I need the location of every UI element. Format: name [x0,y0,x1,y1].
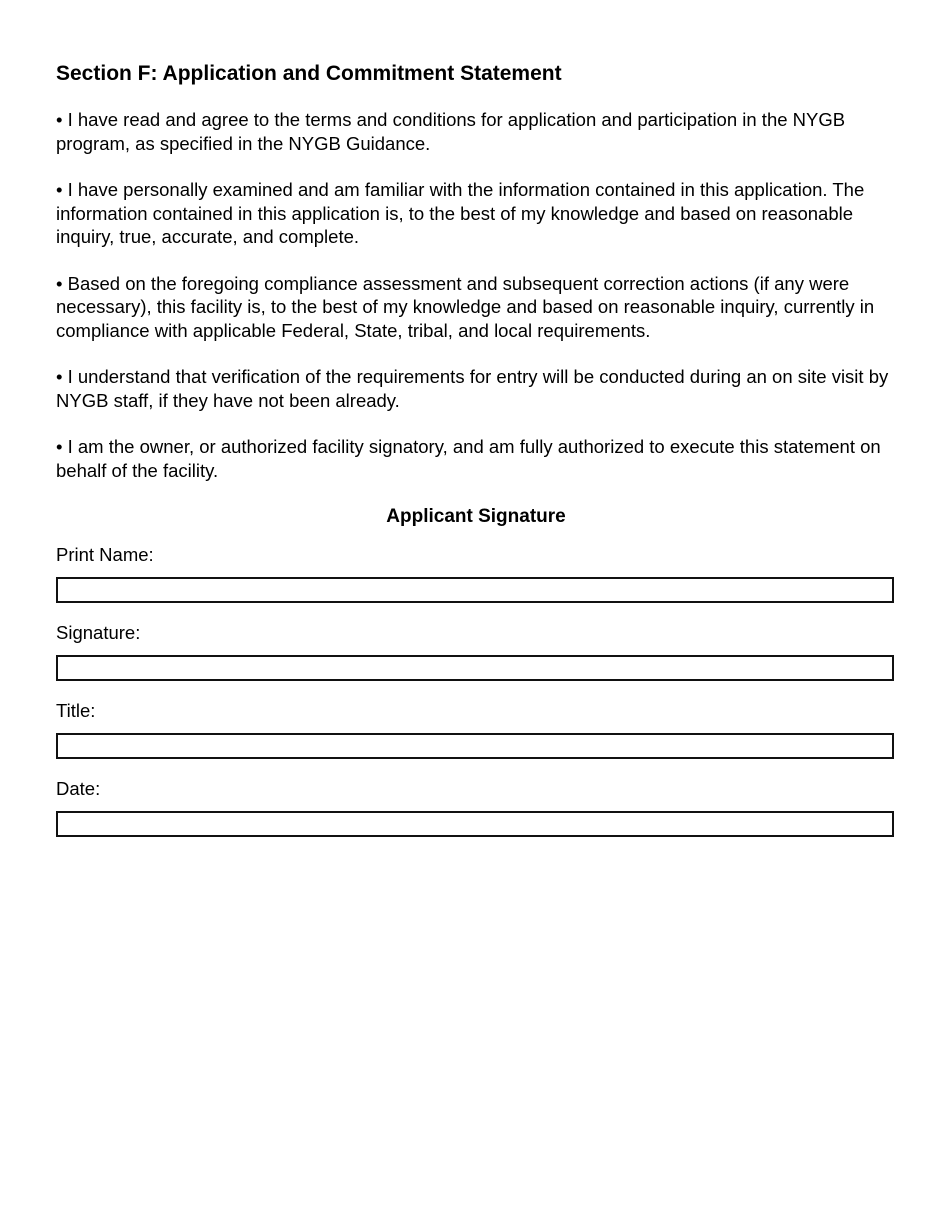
statement-authorization: • I am the owner, or authorized facility signatory, and am fully authorized to execute this statement on behalf of the facility. [56,436,881,481]
date-field[interactable] [56,811,894,837]
statement-compliance: • Based on the foregoing compliance assessment and subsequent correction actions (if any were necessary), this facility is, to the best of my knowledge and based on reasonable inquiry, currently in compliance with applicable Federal, State, tribal, and local requirements. [56,272,875,341]
application-commitment-page [56,60,896,855]
applicant-signature-heading: Applicant Signature [386,506,566,527]
date-label: Date: [56,778,101,799]
statement-site-verification: • I understand that verification of the requirements for entry will be conducted during an on site visit by NYGB staff, if they have not been already. [56,366,889,411]
statement-terms-agreement: • I have read and agree to the terms and conditions for application and participation in the NYGB program, as specified in the NYGB Guidance. [56,109,846,154]
title-field[interactable] [56,733,894,759]
signature-field[interactable] [56,655,894,681]
statement-information-accuracy: • I have personally examined and am familiar with the information contained in this application. The information contained in this application is, to the best of my knowledge and based on reasonable inquiry, true, accurate, and complete. [56,179,865,247]
signature-label: Signature: [56,622,141,643]
print-name-label: Print Name: [56,544,154,565]
print-name-field[interactable] [56,577,894,603]
section-title: Section F: Application and Commitment Statement [56,62,562,85]
title-label: Title: [56,700,96,721]
